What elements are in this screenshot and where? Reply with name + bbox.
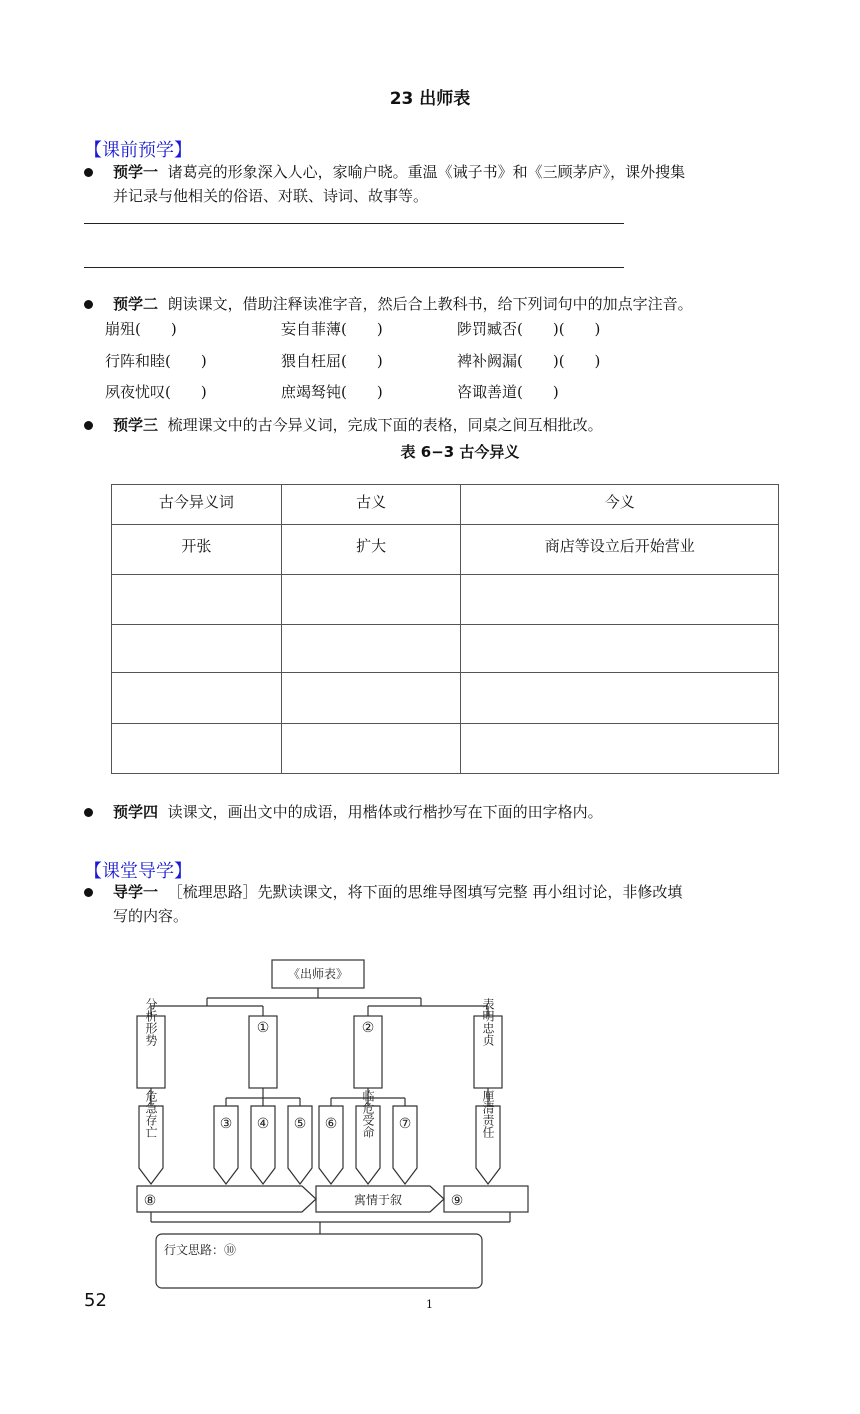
mindmap-root: 《出师表》 [287, 967, 349, 981]
mindmap-node-loyalty: 表明忠贞 [481, 998, 495, 1046]
prestudy-1-label: 预学一 [113, 163, 159, 181]
pinyin-item[interactable]: 行阵和睦( ) [105, 352, 207, 370]
mindmap-summary[interactable]: 行文思路：⑩ [164, 1243, 237, 1257]
prestudy-4-text: 读课文，画出文中的成语，用楷体或行楷抄写在下面的田字格内。 [167, 803, 603, 821]
table-caption: 表 6−3 古今异义 [400, 443, 520, 461]
mindmap-node-analysis: 分析形势 [144, 998, 158, 1046]
footer-number: 1 [426, 1298, 433, 1311]
section-heading-classroom: 【课堂导学】 [84, 861, 192, 882]
mindmap-narrative: 寓情于叙 [353, 1193, 403, 1207]
prestudy-2-text: 朗读课文，借助注释读准字音，然后合上教科书，给下列词句中的加点字注音。 [167, 295, 693, 313]
mindmap-node-mandate: 临危受命 [361, 1090, 375, 1138]
table-cell: 开张 [112, 525, 282, 575]
mindmap-blank-5[interactable]: ⑤ [293, 1116, 307, 1132]
pinyin-item[interactable]: 咨诹善道( ) [457, 383, 559, 401]
page-number: 52 [84, 1290, 107, 1311]
pinyin-item[interactable]: 猥自枉屈( ) [281, 352, 383, 370]
table-cell: 商店等设立后开始营业 [461, 525, 779, 575]
mindmap-blank-7[interactable]: ⑦ [398, 1116, 412, 1132]
mindmap-blank-4[interactable]: ④ [256, 1116, 270, 1132]
mindmap-node-crisis: 危急存亡 [144, 1090, 158, 1138]
pinyin-item[interactable]: 妄自菲薄( ) [281, 320, 383, 338]
mindmap-blank-2[interactable]: ② [361, 1020, 375, 1036]
prestudy-2-label: 预学二 [113, 295, 159, 313]
table-header: 古义 [281, 485, 461, 525]
table-header: 今义 [461, 485, 779, 525]
mindmap-blank-6[interactable]: ⑥ [324, 1116, 338, 1132]
prestudy-1-text: 诸葛亮的形象深入人心，家喻户晓。重温《诫子书》和《三顾茅庐》，课外搜集 [167, 163, 686, 181]
mindmap-blank-9[interactable]: ⑨ [450, 1193, 464, 1209]
page-title: 23 出师表 [389, 89, 471, 109]
pinyin-item[interactable]: 陟罚臧否( )( ) [457, 320, 601, 338]
mindmap-arrow-right [137, 1186, 316, 1212]
mindmap-node-duty: 厘清责任 [481, 1090, 495, 1138]
section-heading-prestudy: 【课前预学】 [84, 140, 192, 161]
mindmap-blank-8[interactable]: ⑧ [143, 1193, 157, 1209]
prestudy-4-label: 预学四 [113, 803, 159, 821]
pinyin-item[interactable]: 夙夜忧叹( ) [105, 383, 207, 401]
pinyin-item[interactable]: 裨补阙漏( )( ) [457, 352, 601, 370]
pinyin-item[interactable]: 庶竭驽钝( ) [281, 383, 383, 401]
mindmap-blank-1[interactable]: ① [256, 1020, 270, 1036]
prestudy-1-text-2: 并记录与他相关的俗语、对联、诗词、故事等。 [113, 187, 429, 205]
prestudy-3-text: 梳理课文中的古今异义词，完成下面的表格，同桌之间互相批改。 [167, 416, 603, 434]
guide-1-text-2: 写的内容。 [113, 907, 189, 925]
guide-1-label: 导学一 [113, 883, 159, 901]
table-header: 古今异义词 [112, 485, 282, 525]
mindmap-blank-3[interactable]: ③ [219, 1116, 233, 1132]
prestudy-3-label: 预学三 [113, 416, 159, 434]
guide-1-text: ［梳理思路］先默读课文，将下面的思维导图填写完整 再小组讨论，非修改填 [167, 883, 683, 901]
table-cell: 扩大 [281, 525, 461, 575]
pinyin-item[interactable]: 崩殂( ) [105, 320, 177, 338]
